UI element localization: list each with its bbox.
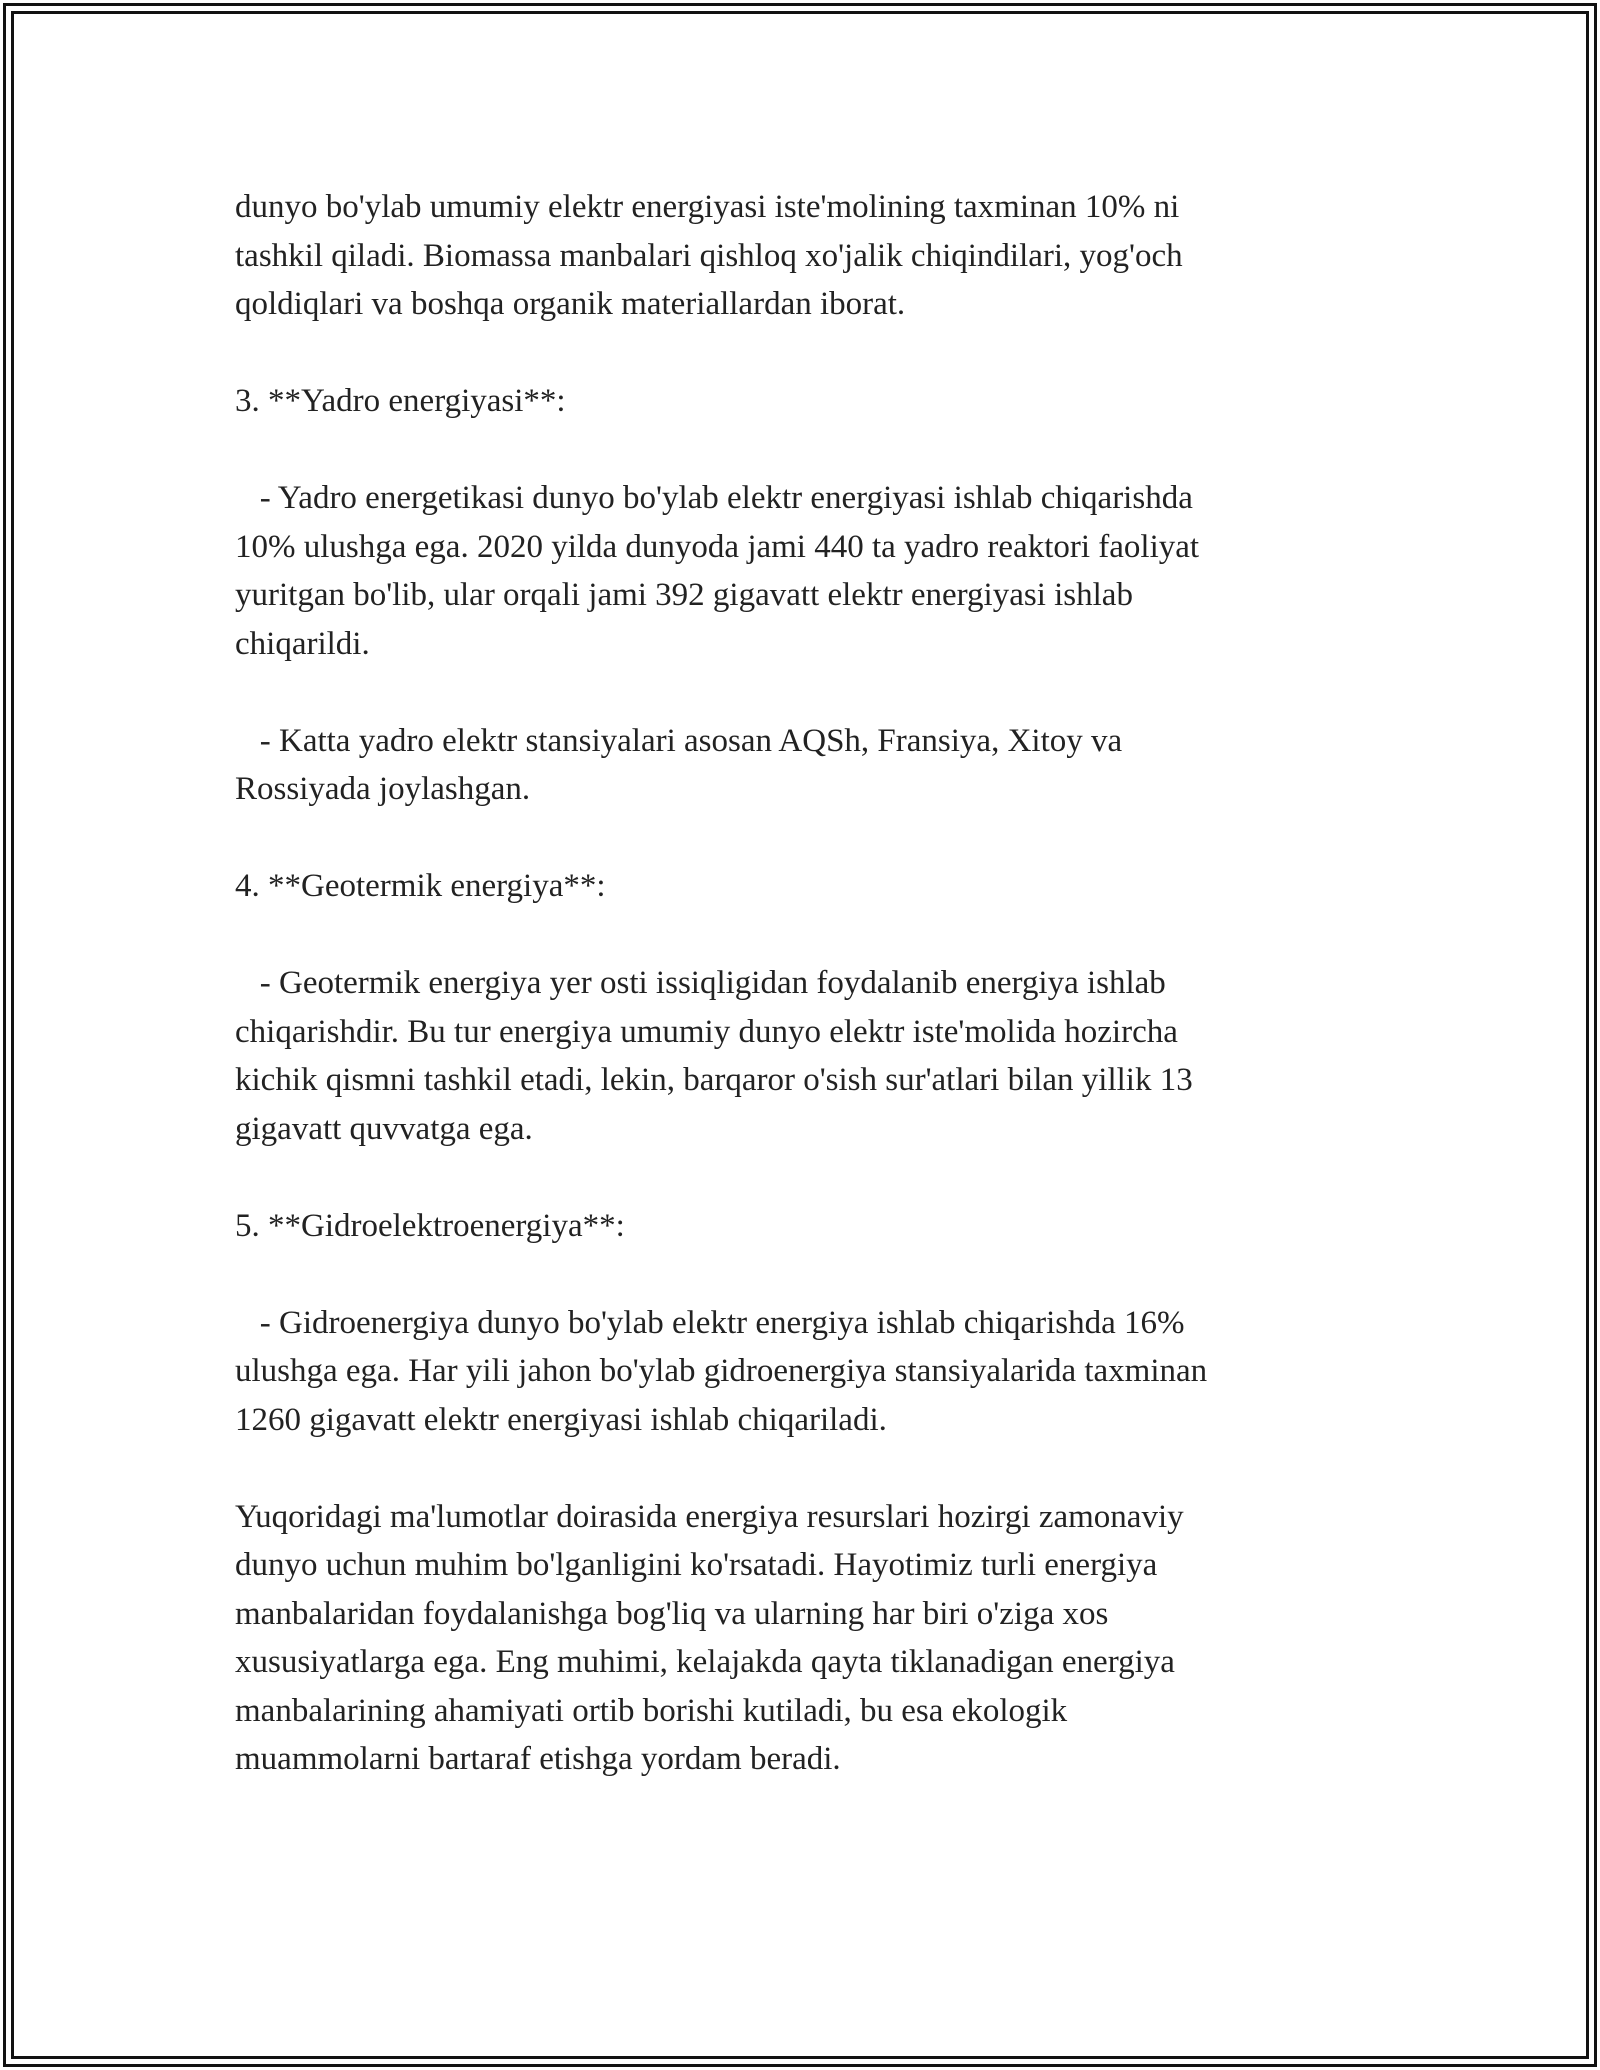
paragraph-nuclear-share: - Yadro energetikasi dunyo bo'ylab elektr energiyasi ishlab chiqarishda 10% ulushga ega. 2020 yilda dunyoda jami 440 ta yadro reaktori faoliyat yuritgan bo'lib, ular orqali jami 392 gigavatt elektr energiyasi ishlab chiqarildi. bbox=[235, 480, 1200, 662]
paragraph-geothermal: - Geotermik energiya yer osti issiqligidan foydalanib energiya ishlab chiqarishdir. Bu tur energiya umumiy dunyo elektr iste'molida hozircha kichik qismni tashkil etadi, lekin, barqaror o'sish sur'atlari bilan yillik 13 gigavatt quvvatga ega. bbox=[235, 965, 1193, 1147]
document-body bbox=[235, 183, 1355, 1784]
heading-nuclear-energy: 3. **Yadro energiyasi**: bbox=[235, 383, 566, 419]
heading-hydroelectric-energy: 5. **Gidroelektroenergiya**: bbox=[235, 1207, 625, 1244]
paragraph-hydroelectric: - Gidroenergiya dunyo bo'ylab elektr energiya ishlab chiqarishda 16% ulushga ega. Har yili jahon bo'ylab gidroenergiya stansiyalarida taxminan 1260 gigavatt elektr energiyasi ishlab chiqariladi. bbox=[235, 1304, 1208, 1438]
paragraph-biomass-continued: dunyo bo'ylab umumiy elektr energiyasi iste'molining taxminan 10% ni tashkil qiladi. Biomassa manbalari qishloq xo'jalik chiqindilari, yog'och qoldiqlari va boshqa organik materiallardan iborat. bbox=[235, 189, 1183, 322]
paragraph-conclusion: Yuqoridagi ma'lumotlar doirasida energiya resurslari hozirgi zamonaviy dunyo uchun muhim bo'lganligini ko'rsatadi. Hayotimiz turli energiya manbalaridan foydalanishga bog'liq va ularning har biri o'ziga xos xususiyatlarga ega. Eng muhimi, kelajakda qayta tiklanadigan energiya manbalarining ahamiyati ortib borishi kutiladi, bu esa ekologik muammolarni bartaraf etishga yordam beradi. bbox=[235, 1498, 1184, 1777]
paragraph-nuclear-stations: - Katta yadro elektr stansiyalari asosan AQSh, Fransiya, Xitoy va Rossiyada joylashgan. bbox=[235, 722, 1123, 807]
heading-geothermal-energy: 4. **Geotermik energiya**: bbox=[235, 868, 606, 904]
